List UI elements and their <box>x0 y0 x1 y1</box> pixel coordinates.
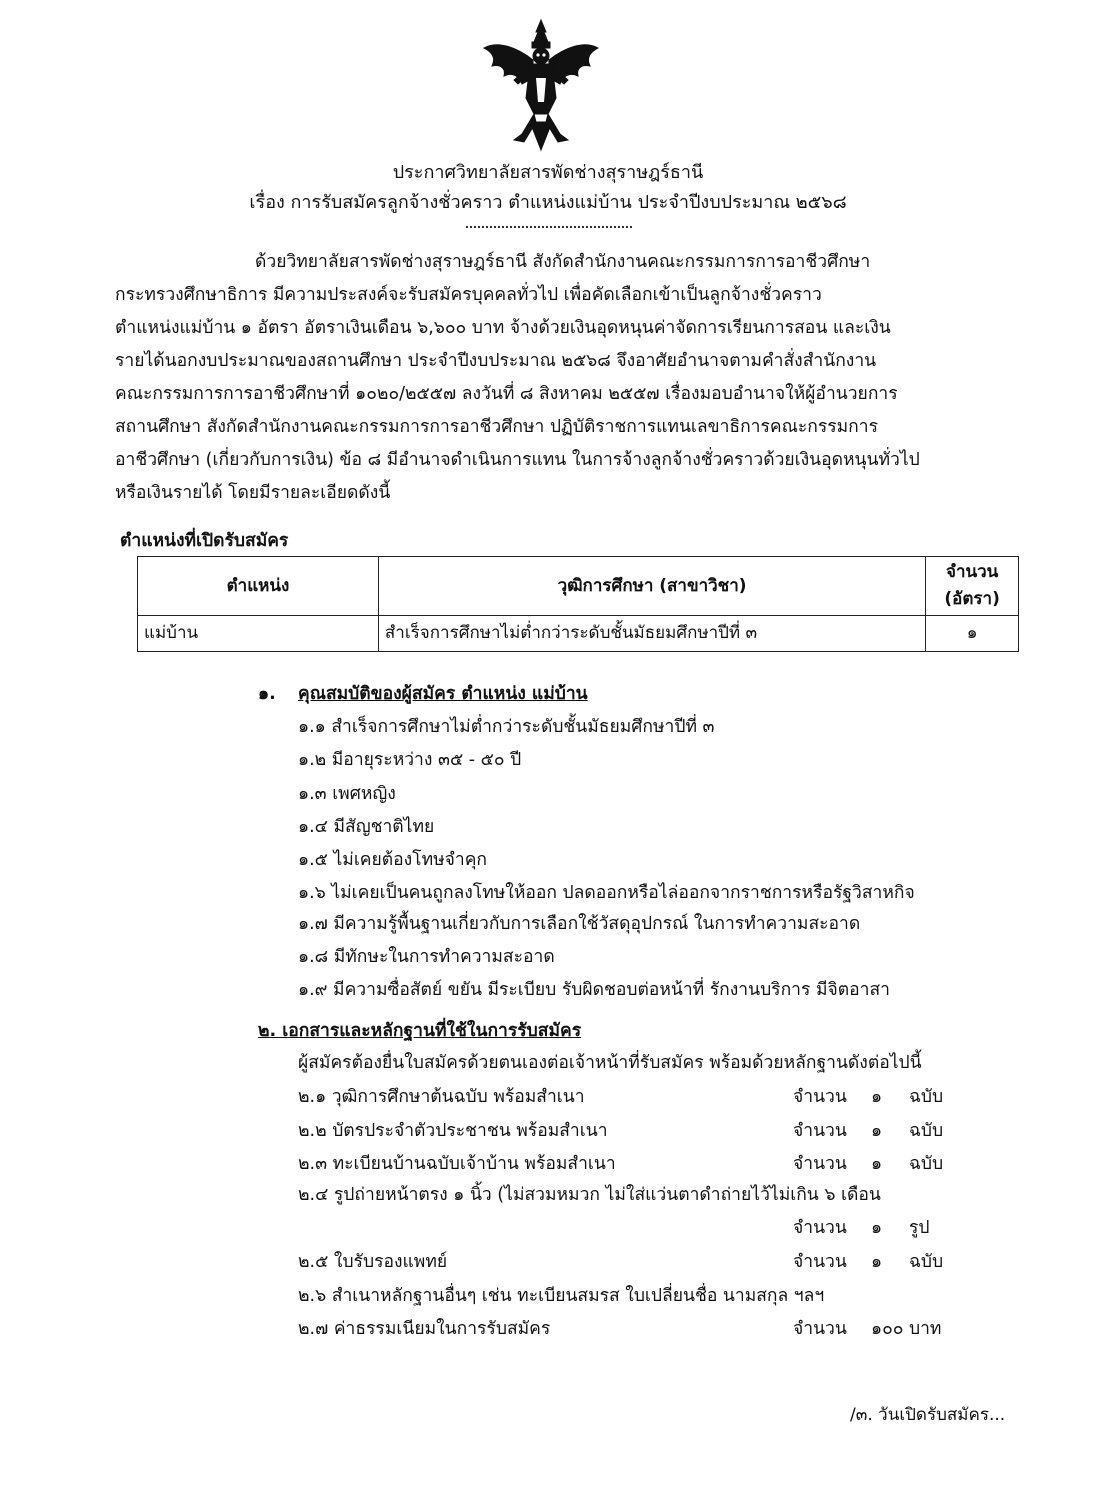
list-item: ๑.๑ สำเร็จการศึกษาไม่ต่ำกว่าระดับชั้นมัธยมศึกษาปีที่ ๓ <box>298 717 715 737</box>
positions-heading: ตำแหน่งที่เปิดรับสมัคร <box>120 531 289 551</box>
intro-line: อาชีวศึกษา (เกี่ยวกับการเงิน) ข้อ ๘ มีอำนาจดำเนินการแทน ในการจ้างลูกจ้างชั่วคราวด้วยเงินอุดหนุนทั่วไป <box>115 450 920 470</box>
document-label: ๒.๓ ทะเบียนบ้านฉบับเจ้าบ้าน พร้อมสำเนา <box>298 1154 616 1174</box>
garuda-emblem-icon <box>478 18 604 152</box>
announcement-title: ประกาศวิทยาลัยสารพัดช่างสุราษฎร์ธานี <box>392 162 704 183</box>
header-count-unit: (อัตรา) <box>944 589 1000 609</box>
announcement-subject: เรื่อง การรับสมัครลูกจ้างชั่วคราว ตำแหน่งแม่บ้าน ประจำปีงบประมาณ ๒๕๖๘ <box>249 192 847 213</box>
intro-line: ตำแหน่งแม่บ้าน ๑ อัตรา อัตราเงินเดือน ๖,๖๐๐ บาท จ้างด้วยเงินอุดหนุนค่าจัดการเรียนการสอน และเงิน <box>115 318 891 338</box>
positions-table <box>137 556 1019 652</box>
document-row <box>298 1281 948 1311</box>
cell-qualification: สำเร็จการศึกษาไม่ต่ำกว่าระดับชั้นมัธยมศึกษาปีที่ ๓ <box>378 616 925 652</box>
intro-line: สถานศึกษา สังกัดสำนักงานคณะกรรมการการอาชีวศึกษา ปฏิบัติราชการแทนเลขาธิการคณะกรรมการ <box>115 417 878 437</box>
header-count-label: จำนวน <box>945 562 999 582</box>
quantity-word: จำนวน <box>793 1218 847 1238</box>
intro-paragraph <box>115 246 970 510</box>
section1-title: คุณสมบัติของผู้สมัคร ตำแหน่ง แม่บ้าน <box>298 684 588 704</box>
quantity-unit: ฉบับ <box>909 1154 944 1174</box>
table-row <box>138 616 1019 652</box>
document-row-continued <box>298 1213 948 1243</box>
quantity-unit: บาท <box>909 1319 942 1339</box>
section1-number: ๑. <box>258 684 276 704</box>
list-item: ๑.๕ ไม่เคยต้องโทษจำคุก <box>298 850 488 870</box>
quantity-word: จำนวน <box>793 1319 847 1339</box>
intro-line: คณะกรรมการการอาชีวศึกษาที่ ๑๐๒๐/๒๕๕๗ ลงวันที่ ๘ สิงหาคม ๒๕๕๗ เรื่องมอบอำนาจให้ผู้อำนวยการ <box>115 384 898 404</box>
quantity-unit: รูป <box>909 1218 930 1238</box>
intro-line: หรือเงินรายได้ โดยมีรายละเอียดดังนี้ <box>115 483 391 503</box>
quantity-value: ๑ <box>871 1087 883 1107</box>
section2-intro: ผู้สมัครต้องยื่นใบสมัครด้วยตนเองต่อเจ้าหน้าที่รับสมัคร พร้อมด้วยหลักฐานดังต่อไปนี้ <box>298 1053 922 1073</box>
document-row <box>298 1180 948 1210</box>
quantity-word: จำนวน <box>793 1154 847 1174</box>
quantity-value: ๑ <box>871 1121 883 1141</box>
header-qualification: วุฒิการศึกษา (สาขาวิชา) <box>378 557 925 616</box>
header-count <box>926 557 1019 616</box>
document-row <box>298 1149 948 1179</box>
document-row <box>298 1082 948 1112</box>
section2-title: ๒. เอกสารและหลักฐานที่ใช้ในการรับสมัคร <box>258 1021 582 1041</box>
quantity-value: ๑ <box>871 1218 883 1238</box>
quantity-value: ๑ <box>871 1252 883 1272</box>
document-row <box>298 1314 948 1344</box>
document-label: ๒.๕ ใบรับรองแพทย์ <box>298 1252 448 1272</box>
list-item: ๑.๘ มีทักษะในการทำความสะอาด <box>298 947 555 967</box>
document-row <box>298 1247 948 1277</box>
intro-line: กระทรวงศึกษาธิการ มีความประสงค์จะรับสมัครบุคคลทั่วไป เพื่อคัดเลือกเข้าเป็นลูกจ้างชั่วคราว <box>115 285 822 305</box>
cell-position: แม่บ้าน <box>138 616 379 652</box>
quantity-unit: ฉบับ <box>909 1121 944 1141</box>
quantity-unit: ฉบับ <box>909 1252 944 1272</box>
quantity-word: จำนวน <box>793 1121 847 1141</box>
list-item: ๑.๗ มีความรู้พื้นฐานเกี่ยวกับการเลือกใช้วัสดุอุปกรณ์ ในการทำความสะอาด <box>298 914 861 934</box>
list-item: ๑.๓ เพศหญิง <box>298 784 396 804</box>
intro-line: รายได้นอกงบประมาณของสถานศึกษา ประจำปีงบประมาณ ๒๕๖๘ จึงอาศัยอำนาจตามคำสั่งสำนักงาน <box>115 351 877 371</box>
list-item: ๑.๖ ไม่เคยเป็นคนถูกลงโทษให้ออก ปลดออกหรือไล่ออกจากราชการหรือรัฐวิสาหกิจ <box>298 883 915 903</box>
list-item: ๑.๙ มีความซื่อสัตย์ ขยัน มีระเบียบ รับผิดชอบต่อหน้าที่ รักงานบริการ มีจิตอาสา <box>298 980 890 1000</box>
quantity-unit: ฉบับ <box>909 1087 944 1107</box>
document-label: ๒.๗ ค่าธรรมเนียมในการรับสมัคร <box>298 1319 551 1339</box>
header-position: ตำแหน่ง <box>138 557 379 616</box>
cell-count: ๑ <box>926 616 1019 652</box>
dotted-divider <box>466 226 632 228</box>
quantity-word: จำนวน <box>793 1252 847 1272</box>
list-item: ๑.๔ มีสัญชาติไทย <box>298 817 435 837</box>
list-item: ๑.๒ มีอายุระหว่าง ๓๕ - ๕๐ ปี <box>298 750 522 770</box>
document-row <box>298 1116 948 1146</box>
quantity-word: จำนวน <box>793 1087 847 1107</box>
document-label: ๒.๑ วุฒิการศึกษาต้นฉบับ พร้อมสำเนา <box>298 1087 585 1107</box>
quantity-value: ๑ <box>871 1154 883 1174</box>
table-header-row <box>138 557 1019 616</box>
document-label: ๒.๖ สำเนาหลักฐานอื่นๆ เช่น ทะเบียนสมรส ใบเปลี่ยนชื่อ นามสกุล ฯลฯ <box>298 1286 825 1306</box>
continuation-note: /๓. วันเปิดรับสมัคร... <box>850 1405 1006 1425</box>
document-label: ๒.๔ รูปถ่ายหน้าตรง ๑ นิ้ว (ไม่สวมหมวก ไม่ใส่แว่นตาดำถ่ายไว้ไม่เกิน ๖ เดือน <box>298 1185 881 1205</box>
document-label: ๒.๒ บัตรประจำตัวประชาชน พร้อมสำเนา <box>298 1121 608 1141</box>
quantity-value: ๑๐๐ <box>871 1319 904 1339</box>
intro-line: ด้วยวิทยาลัยสารพัดช่างสุราษฎร์ธานี สังกัดสำนักงานคณะกรรมการการอาชีวศึกษา <box>255 252 871 272</box>
